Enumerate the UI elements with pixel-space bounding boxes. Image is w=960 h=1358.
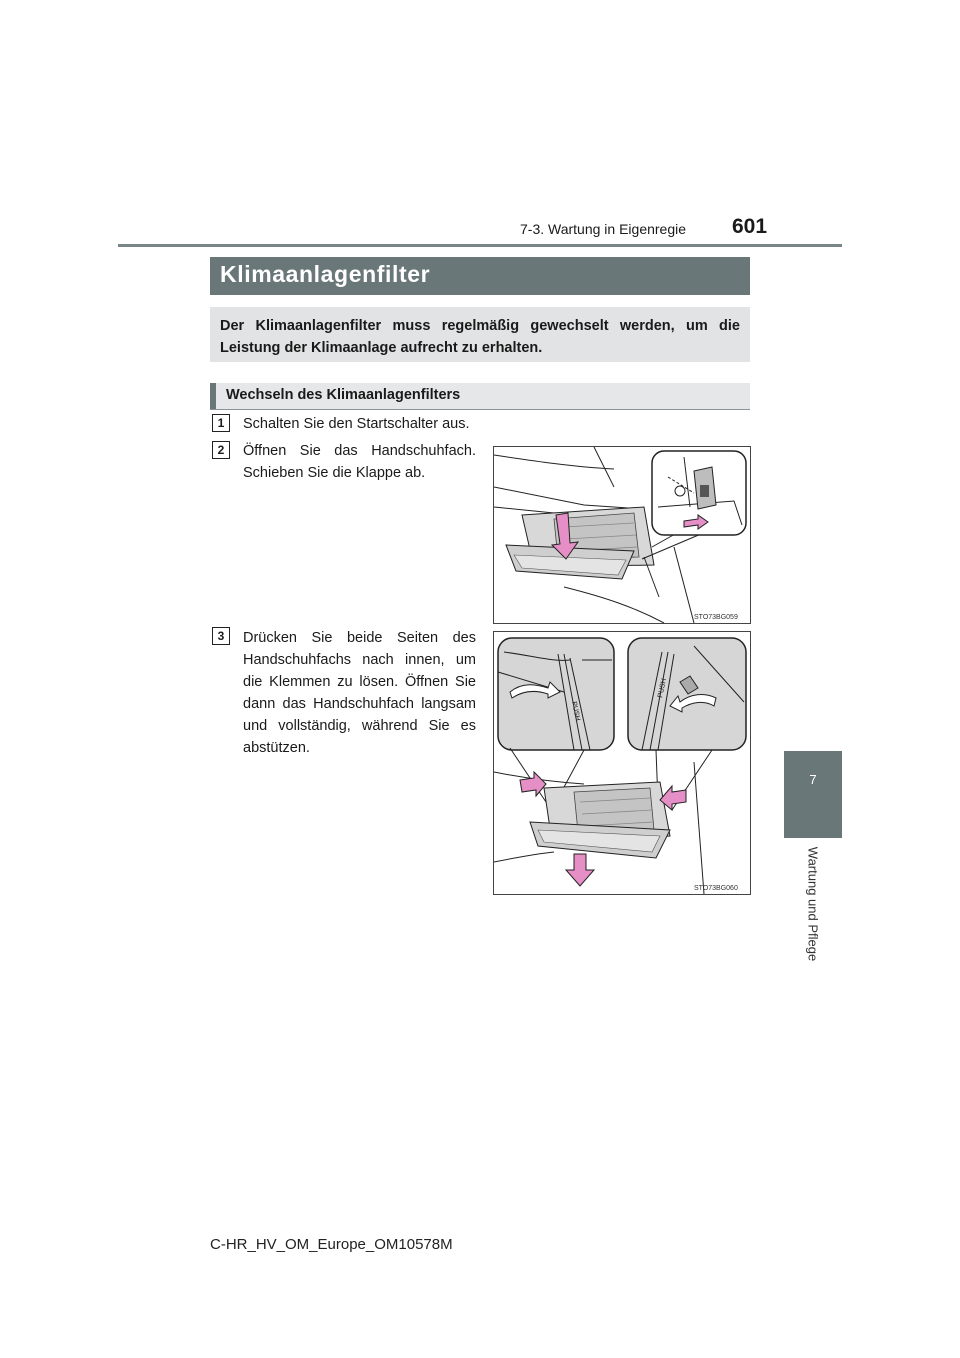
document-code-footer: C-HR_HV_OM_Europe_OM10578M (210, 1236, 453, 1253)
subsection-accent (210, 383, 216, 409)
step-text-3: Drücken Sie beide Seiten des Handschuhfachs nach innen, um die Klemmen zu lösen. Öffnen Sie dann das Handschuhfach langsam und vollständig, während Sie es abstützen. (243, 630, 476, 756)
header-section-title: 7-3. Wartung in Eigenregie (520, 221, 687, 237)
subsection-title: Wechseln des Klimaanlagenfilters (226, 387, 461, 403)
chapter-label-text: Wartung und Pflege (805, 846, 821, 962)
step-number-2: 2 (212, 441, 230, 459)
step-text-2: Öffnen Sie das Handschuhfach. Schieben Sie die Klappe ab. (243, 443, 476, 481)
step-text-1: Schalten Sie den Startschalter aus. (243, 416, 470, 432)
subsection-bar (210, 383, 750, 410)
chapter-tab (784, 751, 842, 838)
chapter-number: 7 (809, 772, 817, 787)
push-label-right: PUSH (657, 677, 669, 699)
figure-release-clips (493, 631, 751, 895)
step-number-3: 3 (212, 627, 230, 645)
figure-glovebox-open (493, 446, 751, 624)
page-number: 601 (732, 215, 768, 238)
header-rule (118, 244, 842, 247)
section-title-bar (210, 257, 750, 295)
page-title: Klimaanlagenfilter (220, 261, 431, 287)
step-number-1: 1 (212, 414, 230, 432)
intro-text: Der Klimaanlagenfilter muss regelmäßig gewechselt werden, um die Leistung der Klimaanlage aufrecht zu erhalten. (220, 318, 740, 356)
glovebox-open-illustration (494, 447, 750, 623)
chapter-label (774, 846, 852, 962)
figure-code-1: STO73BG059 (694, 614, 738, 621)
release-clips-illustration (494, 632, 750, 894)
intro-box (210, 307, 750, 362)
figure-code-2: STO73BG060 (694, 885, 738, 892)
push-label-left: PUSH (570, 700, 581, 722)
